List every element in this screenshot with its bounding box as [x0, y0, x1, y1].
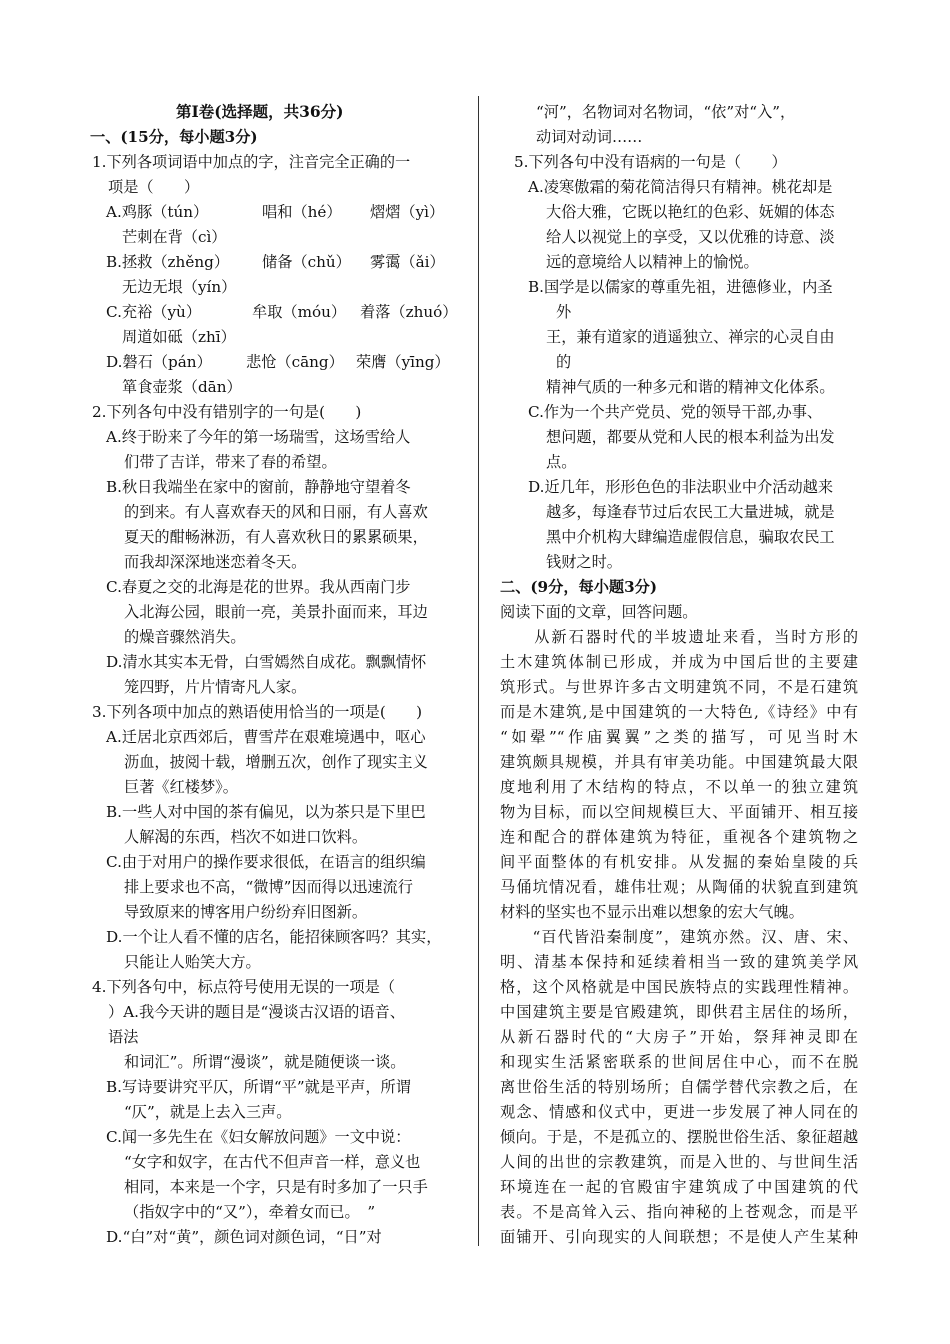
q3-a-line3: 巨著《红楼梦》。 — [124, 778, 238, 796]
q2-b-line3: 夏天的酣畅淋沥，有人喜欢秋日的累累硕果， — [124, 528, 428, 546]
q4-c-line1: C.闻一多先生在《妇女解放问题》一文中说： — [106, 1128, 411, 1146]
passage-line: 人间的出世的宗教建筑，而是入世的、与世间生活 — [500, 1153, 858, 1171]
q3-d-line1: D.一个让人看不懂的店名，能招徕顾客吗？其实， — [106, 928, 442, 946]
q5-d-line3: 黑中介机构大肆编造虚假信息，骗取农民工 — [546, 528, 835, 546]
q2-a-line1: A.终于盼来了今年的第一场瑞雪，这场雪给人 — [106, 428, 411, 446]
q4-b-line2: “仄”，就是上去入三声。 — [124, 1103, 292, 1121]
passage-line: 面铺开、引向现实的人间联想；不是使人产生某种 — [500, 1228, 858, 1246]
q4-d-line1: D.“白”对“黄”，颜色词对颜色词，“日”对 — [106, 1228, 382, 1246]
q4-c-line2: “女字和奴字，在古代不但声音一样，意义也 — [124, 1153, 421, 1171]
q4-continued-line1: “河”，名物词对名物词，“依”对“入”， — [536, 103, 796, 121]
reading-instruction: 阅读下面的文章，回答问题。 — [500, 603, 698, 621]
q2-b-line1: B.秋日我端坐在家中的窗前，静静地守望着冬 — [106, 478, 411, 496]
passage-line: “如翚”“作庙翼翼”之类的描写，可见当时木 — [500, 728, 858, 746]
q5-d-line4: 钱财之时。 — [546, 553, 622, 571]
q3-a-line2: 沥血，披阅十载，增删五次，创作了现实主义 — [124, 753, 428, 771]
q2-b-line4: 而我却深深地迷恋着冬天。 — [124, 553, 307, 571]
q3-c-line1: C.由于对用户的操作要求很低，在语言的组织编 — [106, 853, 426, 871]
passage-line: 材料的坚实也不显示出难以想象的宏大气魄。 — [500, 903, 804, 921]
q1-option-d-3: 荣膺（yīng） — [356, 353, 450, 371]
q5-c-line3: 点。 — [546, 453, 577, 471]
passage-line: 间平面整体的有机安排。从发掘的秦始皇陵的兵 — [500, 853, 858, 871]
section2-heading: 二、(9分，每小题3分) — [500, 578, 658, 596]
q1-option-d-2: 悲怆（cāng） — [246, 353, 344, 371]
q1-option-c-4: 周道如砥（zhī） — [122, 328, 236, 346]
passage-line: 表。不是高耸入云、指向神秘的上苍观念，而是平 — [500, 1203, 858, 1221]
q1-option-d-1: D.磐石（pán） — [106, 353, 212, 371]
q1-option-b-1: B.拯救（zhěng） — [106, 253, 230, 271]
passage-line: 连和配合的群体建筑为特征，重视各个建筑物之 — [500, 828, 858, 846]
q3-a-line1: A.迁居北京西郊后，曹雪芹在艰难境遇中，呕心 — [106, 728, 426, 746]
passage-line: “百代皆沿秦制度”，建筑亦然。汉、唐、宋、 — [500, 928, 858, 946]
passage-line: 土木建筑体制已形成，并成为中国后世的主要建 — [500, 653, 858, 671]
q1-option-b-3: 雾霭（ǎi） — [370, 253, 445, 271]
q5-a-line2: 大俗大雅，它既以艳红的色彩、妩媚的体态 — [546, 203, 835, 221]
section-title: 第Ⅰ卷(选择题，共36分) — [176, 102, 344, 121]
q1-option-b-4: 无边无垠（yín） — [122, 278, 237, 296]
q1-option-c-1: C.充裕（yù） — [106, 303, 202, 321]
passage-line: 倾向。于是，不是孤立的、摆脱世俗生活、象征超越 — [500, 1128, 858, 1146]
q4-c-line3: 相同，本来是一个字，只是有时多加了一只手 — [124, 1178, 428, 1196]
q1-stem-line1: 1.下列各项词语中加点的字，注音完全正确的一 — [92, 153, 411, 171]
section1-heading: 一、(15分，每小题3分) — [90, 128, 258, 146]
passage-line: 中国建筑主要是官殿建筑，即供君主居住的场所， — [500, 1003, 858, 1021]
q2-c-line2: 入北海公园，眼前一亮，美景扑面而来，耳边 — [124, 603, 428, 621]
passage-line: 环境连在一起的官殿宙宇建筑成了中国建筑的代 — [500, 1178, 858, 1196]
q5-b-line5: 精神气质的一种多元和谐的精神文化体系。 — [546, 378, 835, 396]
passage-line: 度地利用了木结构的特点，不以单一的独立建筑 — [500, 778, 858, 796]
q4-a-line2: 和词汇”。所谓“漫谈”，就是随便谈一谈。 — [124, 1053, 406, 1071]
q1-option-a-3: 熠熠（yì） — [370, 203, 445, 221]
q2-d-line1: D.清水其实本无骨，白雪嫣然自成花。飘飘情怀 — [106, 653, 427, 671]
q2-a-line2: 们带了吉详，带来了春的希望。 — [124, 453, 337, 471]
passage-line: 明、清基本保持和延续着相当一致的建筑美学风 — [500, 953, 858, 971]
q5-b-line1: B.国学是以儒家的尊重先祖，进德修业，内圣 — [528, 278, 833, 296]
passage-line: 筑形式。与世界许多古文明建筑不同，不是石建筑 — [500, 678, 858, 696]
passage-line: 而是木建筑,是中国建筑的一大特色,《诗经》中有 — [500, 703, 858, 721]
q3-b-line2: 人解渴的东西，档次不如进口饮料。 — [124, 828, 367, 846]
q2-c-line1: C.春夏之交的北海是花的世界。我从西南门步 — [106, 578, 411, 596]
q1-option-c-3: 着落（zhuó） — [360, 303, 458, 321]
q5-a-line1: A.凌寒傲霜的菊花简洁得只有精神。桃花却是 — [528, 178, 833, 196]
q1-option-b-2: 储备（chǔ） — [262, 253, 351, 271]
q4-b-line1: B.写诗要讲究平仄，所谓“平”就是平声，所谓 — [106, 1078, 411, 1096]
q4-stem-line3: 语法 — [108, 1028, 139, 1046]
passage-line: 建筑颇具规模，并具有审美功能。中国建筑最大限 — [500, 753, 858, 771]
q1-stem-line2: 项是（ ） — [108, 178, 200, 196]
q1-option-a-2: 唱和（hé） — [262, 203, 342, 221]
column-divider — [478, 96, 479, 1246]
passage-line: 和现实生活紧密联系的世间居住中心，而不在脱 — [500, 1053, 858, 1071]
q3-d-line2: 只能让人贻笑大方。 — [124, 953, 261, 971]
q1-option-a-4: 芒刺在背（cì） — [122, 228, 227, 246]
passage-line: 马俑坑情况看，雄伟壮观；从陶俑的状貌直到建筑 — [500, 878, 858, 896]
q1-option-c-2: 牟取（móu） — [252, 303, 347, 321]
q3-c-line3: 导致原来的博客用户纷纷弃旧图新。 — [124, 903, 367, 921]
q2-d-line2: 笼四野，片片情寄凡人家。 — [124, 678, 307, 696]
q4-stem-line1: 4.下列各句中，标点符号使用无误的一项是（ — [92, 978, 396, 996]
q2-c-line3: 的燥音骤然消失。 — [124, 628, 246, 646]
q2-stem: 2.下列各句中没有错别字的一句是( ) — [92, 403, 362, 421]
q5-a-line4: 远的意境给人以精神上的愉悦。 — [546, 253, 759, 271]
passage-line: 从新石器时代的半坡遗址来看，当时方形的 — [500, 628, 858, 646]
passage-line: 观念、情感和仪式中，更进一步发展了神人同在的 — [500, 1103, 858, 1121]
q5-b-line2: 外 — [556, 303, 572, 321]
passage-line: 从新石器时代的“大房子”开始，祭拜神灵即在 — [500, 1028, 858, 1046]
passage-line: 离世俗生活的特别场所；自儒学替代宗教之后，在 — [500, 1078, 858, 1096]
q4-stem-line2: ）A.我今天讲的题目是“漫谈古汉语的语音、 — [108, 1003, 405, 1021]
q5-d-line2: 越多，每逢春节过后农民工大量进城，就是 — [546, 503, 835, 521]
q4-continued-line2: 动词对动词…… — [536, 128, 643, 146]
q5-c-line1: C.作为一个共产党员、党的领导干部,办事、 — [528, 403, 823, 421]
passage-line: 格，这个风格就是中国民族特点的实践理性精神。 — [500, 978, 858, 996]
q2-b-line2: 的到来。有人喜欢春天的风和日丽，有人喜欢 — [124, 503, 428, 521]
q5-a-line3: 给人以视觉上的享受，又以优雅的诗意、淡 — [546, 228, 835, 246]
q5-stem: 5.下列各句中没有语病的一句是（ ） — [514, 153, 787, 171]
q3-c-line2: 排上要求也不高，“微博”因而得以迅速流行 — [124, 878, 413, 896]
q4-c-line4: （指奴字中的“又”），牵着女而已。 ” — [124, 1203, 376, 1221]
q5-b-line3: 王，兼有道家的逍遥独立、禅宗的心灵自由 — [546, 328, 835, 346]
q5-b-line4: 的 — [556, 353, 572, 371]
q1-option-d-4: 箪食壶浆（dān） — [122, 378, 242, 396]
q3-b-line1: B.一些人对中国的茶有偏见，以为茶只是下里巴 — [106, 803, 426, 821]
q3-stem: 3.下列各项中加点的熟语使用恰当的一项是( ) — [92, 703, 423, 721]
passage-line: 物为目标，而以空间规模巨大、平面铺开、相互接 — [500, 803, 858, 821]
q5-c-line2: 想问题，都要从党和人民的根本利益为出发 — [546, 428, 835, 446]
q1-option-a-1: A.鸡豚（tún） — [106, 203, 209, 221]
q5-d-line1: D.近几年，形形色色的非法职业中介活动越来 — [528, 478, 834, 496]
